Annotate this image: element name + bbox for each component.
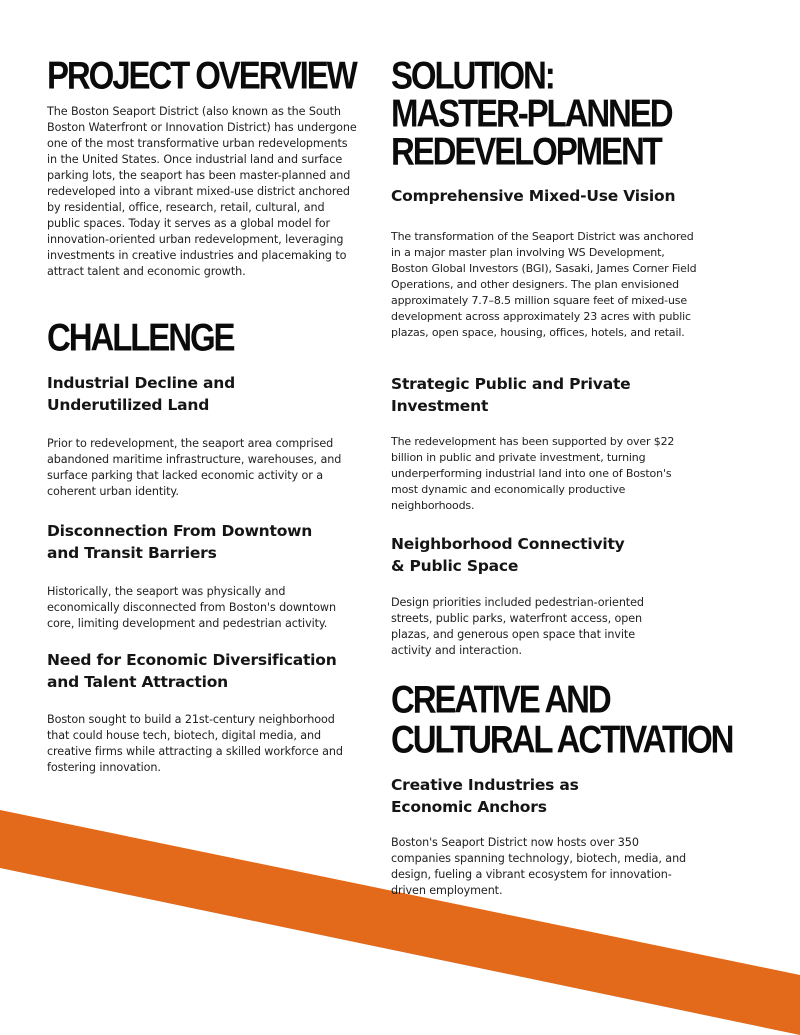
solution-body-investment: The redevelopment has been supported by over $22 billion in public and private investment, turning underperforming industrial land into one of Boston's most dynamic and economically productive neighborhoods. bbox=[391, 435, 675, 512]
challenge-title: CHALLENGE bbox=[47, 315, 234, 359]
challenge-heading-disconnection: Disconnection From Downtown and Transit Barriers bbox=[47, 522, 313, 562]
solution-title-line-2: MASTER-PLANNED bbox=[391, 91, 672, 135]
project-overview-body: The Boston Seaport District (also known as the South Boston Waterfront or Innovation District) has undergone one of the most transformative urban redevelopments in the United States. Once industrial land and surface parking lots, the seaport has been master-planned and redeveloped into a vibrant mixed-use district anchored by residential, office, research, retail, cultural, and public spaces. Today it serves as a global model for innovation-oriented urban redevelopment, leveraging investments in creative industries and placemaking to attract talent and economic growth. bbox=[47, 105, 357, 278]
challenge-body-economic-diversification: Boston sought to build a 21st-century neighborhood that could house tech, biotech, digital media, and creative firms while attracting a skilled workforce and fostering innovation. bbox=[47, 713, 343, 774]
solution-title-line-3: REDEVELOPMENT bbox=[391, 129, 661, 173]
creative-title-line-2: CULTURAL ACTIVATION bbox=[391, 717, 733, 761]
challenge-body-disconnection: Historically, the seaport was physically and economically disconnected from Boston's downtown core, limiting development and pedestrian activity. bbox=[47, 585, 336, 630]
solution-body-connectivity: Design priorities included pedestrian-oriented streets, public parks, waterfront access, open plazas, and generous open space that invite activity and interaction. bbox=[391, 596, 644, 657]
challenge-body-industrial-decline: Prior to redevelopment, the seaport area comprised abandoned maritime infrastructure, warehouses, and surface parking that lacked economic activity or a coherent urban identity. bbox=[47, 437, 342, 498]
project-overview-title: PROJECT OVERVIEW bbox=[47, 53, 356, 97]
solution-heading-connectivity: Neighborhood Connectivity & Public Space bbox=[391, 535, 625, 575]
challenge-heading-industrial-decline: Industrial Decline and Underutilized Land bbox=[47, 374, 236, 414]
solution-body-mixed-use-vision: The transformation of the Seaport District was anchored in a major master plan involving WS Development, Boston Global Investors (BGI), Sasaki, James Corner Field Operations, and other designers. The plan envisioned approximately 7.7–8.5 million square feet of mixed-use development across approximately 23 acres with public plazas, open space, housing, offices, hotels, and retail. bbox=[391, 230, 697, 339]
creative-title-line-1: CREATIVE AND bbox=[391, 677, 610, 721]
creative-heading-economic-anchors: Creative Industries as Economic Anchors bbox=[391, 776, 579, 816]
creative-body-economic-anchors: Boston's Seaport District now hosts over 350 companies spanning technology, biotech, media, and design, fueling a vibrant ecosystem for innovation-driven employment. bbox=[391, 836, 687, 897]
solution-heading-mixed-use-vision: Comprehensive Mixed-Use Vision bbox=[391, 187, 676, 205]
solution-title-line-1: SOLUTION: bbox=[391, 53, 554, 97]
solution-heading-investment: Strategic Public and Private Investment bbox=[391, 375, 631, 415]
challenge-heading-economic-diversification: Need for Economic Diversification and Talent Attraction bbox=[47, 651, 337, 691]
